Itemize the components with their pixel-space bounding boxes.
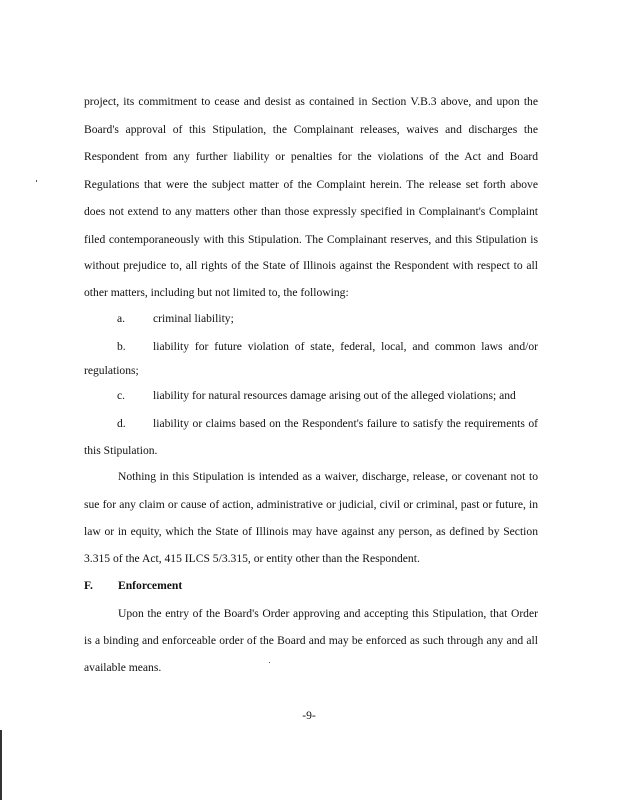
body-line: Regulations that were the subject matter of the Complaint herein. The release set forth above — [84, 178, 538, 191]
body-line: Respondent from any further liability or penalties for the violations of the Act and Board — [84, 150, 538, 163]
list-letter: b. — [117, 340, 126, 353]
list-item-continuation: regulations; — [84, 364, 139, 377]
scan-speck — [36, 180, 37, 182]
list-letter: d. — [117, 417, 126, 430]
list-item-text: liability for natural resources damage arising out of the alleged violations; and — [153, 389, 516, 402]
body-line: is a binding and enforceable order of the Board and may be enforced as such through any and all — [84, 634, 538, 647]
body-line: available means. — [84, 661, 162, 674]
scan-speck — [269, 662, 270, 663]
body-line: other matters, including but not limited to, the following: — [84, 286, 349, 299]
list-item-text: criminal liability; — [153, 312, 234, 325]
section-letter: F. — [84, 579, 93, 592]
body-line: law or in equity, which the State of Illinois may have against any person, as defined by Section — [84, 525, 538, 538]
body-line: Nothing in this Stipulation is intended as a waiver, discharge, release, or covenant not to — [118, 470, 538, 483]
section-heading: Enforcement — [118, 579, 183, 592]
body-line: without prejudice to, all rights of the State of Illinois against the Respondent with respect to all — [84, 259, 538, 272]
body-line: 3.315 of the Act, 415 ILCS 5/3.315, or entity other than the Respondent. — [84, 552, 420, 565]
list-item-text: liability for future violation of state, federal, local, and common laws and/or — [153, 340, 538, 353]
body-line: Board's approval of this Stipulation, the Complainant releases, waives and discharges the — [84, 123, 538, 136]
page-number: -9- — [302, 709, 316, 722]
body-line: filed contemporaneously with this Stipulation. The Complainant reserves, and this Stipulation is — [84, 233, 538, 246]
body-line: Upon the entry of the Board's Order approving and accepting this Stipulation, that Order — [118, 607, 538, 620]
body-line: project, its commitment to cease and desist as contained in Section V.B.3 above, and upon the — [84, 95, 538, 108]
body-line: sue for any claim or cause of action, administrative or judicial, civil or criminal, past or future, in — [84, 498, 538, 511]
list-letter: c. — [117, 389, 126, 402]
list-letter: a. — [117, 312, 126, 325]
list-item-text: liability or claims based on the Respondent's failure to satisfy the requirements of — [153, 417, 538, 430]
scan-edge — [0, 730, 2, 800]
list-item-continuation: this Stipulation. — [84, 444, 158, 457]
body-line: does not extend to any matters other than those expressly specified in Complainant's Complaint — [84, 205, 538, 218]
